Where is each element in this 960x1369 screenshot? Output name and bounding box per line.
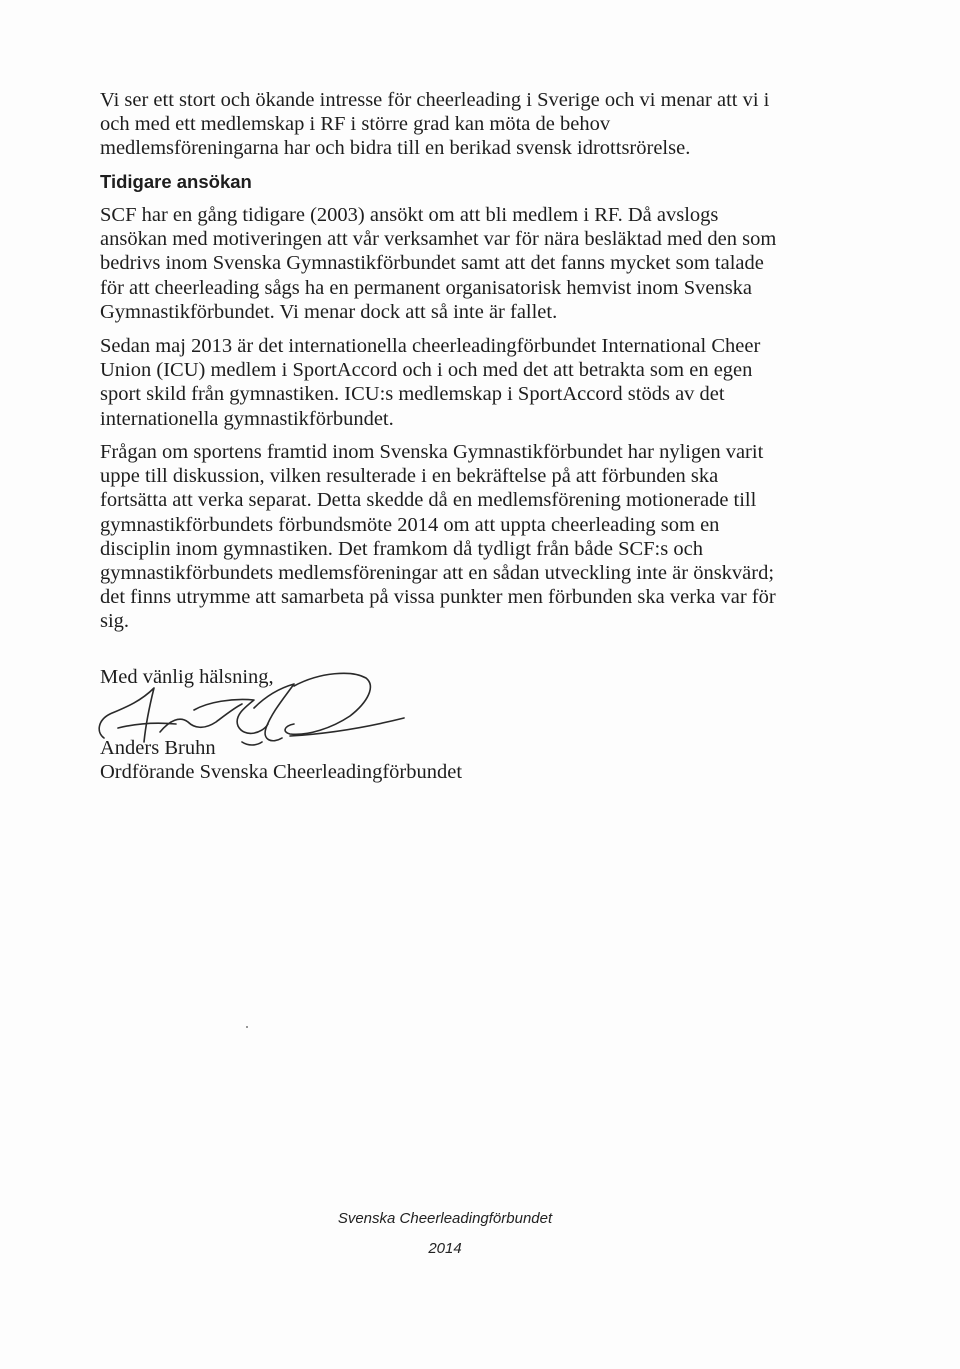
paragraph-intro <box>100 88 800 161</box>
closing-greeting: Med vänlig hälsning, <box>100 666 274 688</box>
signature-block <box>100 736 800 784</box>
paragraph-line: uppe till diskussion, vilken resulterade i en bekräftelse på att förbunden ska <box>100 465 719 488</box>
paragraph-line: gymnastikförbundets medlemsföreningar att en sådan utveckling inte är önskvärd; <box>100 562 775 585</box>
footer-organization: Svenska Cheerleadingförbundet <box>337 1210 553 1227</box>
paragraph-line: Union (ICU) medlem i SportAccord och i och med det att betrakta som en egen <box>100 359 753 382</box>
paragraph-line: ansökan med motiveringen att vår verksamhet var för nära besläktad med den som <box>100 228 777 251</box>
paragraph-line: bedrivs inom Svenska Gymnastikförbundet samt att det fanns mycket som talade <box>100 252 764 275</box>
paragraph-line: och med ett medlemskap i RF i större grad kan möta de behov <box>100 113 611 136</box>
section-heading: Tidigare ansökan <box>100 171 252 192</box>
paragraph-line: gymnastikförbundets förbundsmöte 2014 om att uppta cheerleading som en <box>100 513 720 536</box>
paragraph-line: internationella gymnastikförbundet. <box>100 407 394 430</box>
paragraph-line: fortsätta att verka separat. Detta skedde då en medlemsförening motionerade till <box>100 489 757 512</box>
paragraph-icu <box>100 334 800 431</box>
paragraph-line: sig. <box>100 610 130 633</box>
paragraph-line: SCF har en gång tidigare (2003) ansökt om att bli medlem i RF. Då avslogs <box>100 204 719 226</box>
paragraph-line: disciplin inom gymnastiken. Det framkom då tydligt från både SCF:s och <box>100 537 703 560</box>
scan-speck <box>246 1026 248 1028</box>
paragraph-line: Sedan maj 2013 är det internationella cheerleadingförbundet International Cheer <box>100 335 761 357</box>
signer-name: Anders Bruhn <box>100 737 216 759</box>
paragraph-line: det finns utrymme att samarbeta på vissa punkter men förbunden ska verka var för <box>100 586 776 609</box>
paragraph-previous-application <box>100 203 800 324</box>
footer-year: 2014 <box>428 1240 462 1257</box>
paragraph-line: för att cheerleading sågs ha en permanent organisatorisk hemvist inom Svenska <box>100 276 753 299</box>
paragraph-line: Gymnastikförbundet. Vi menar dock att så inte är fallet. <box>100 300 558 323</box>
paragraph-line: medlemsföreningarna har och bidra till en berikad svensk idrottsrörelse. <box>100 137 691 160</box>
signer-title: Ordförande Svenska Cheerleadingförbundet <box>100 761 463 784</box>
paragraph-line: Vi ser ett stort och ökande intresse för cheerleading i Sverige och vi menar att vi i <box>100 89 770 111</box>
paragraph-line: Frågan om sportens framtid inom Svenska Gymnastikförbundet har nyligen varit <box>100 441 764 463</box>
paragraph-future <box>100 440 800 634</box>
paragraph-line: sport skild från gymnastiken. ICU:s medlemskap i SportAccord stöds av det <box>100 383 725 406</box>
